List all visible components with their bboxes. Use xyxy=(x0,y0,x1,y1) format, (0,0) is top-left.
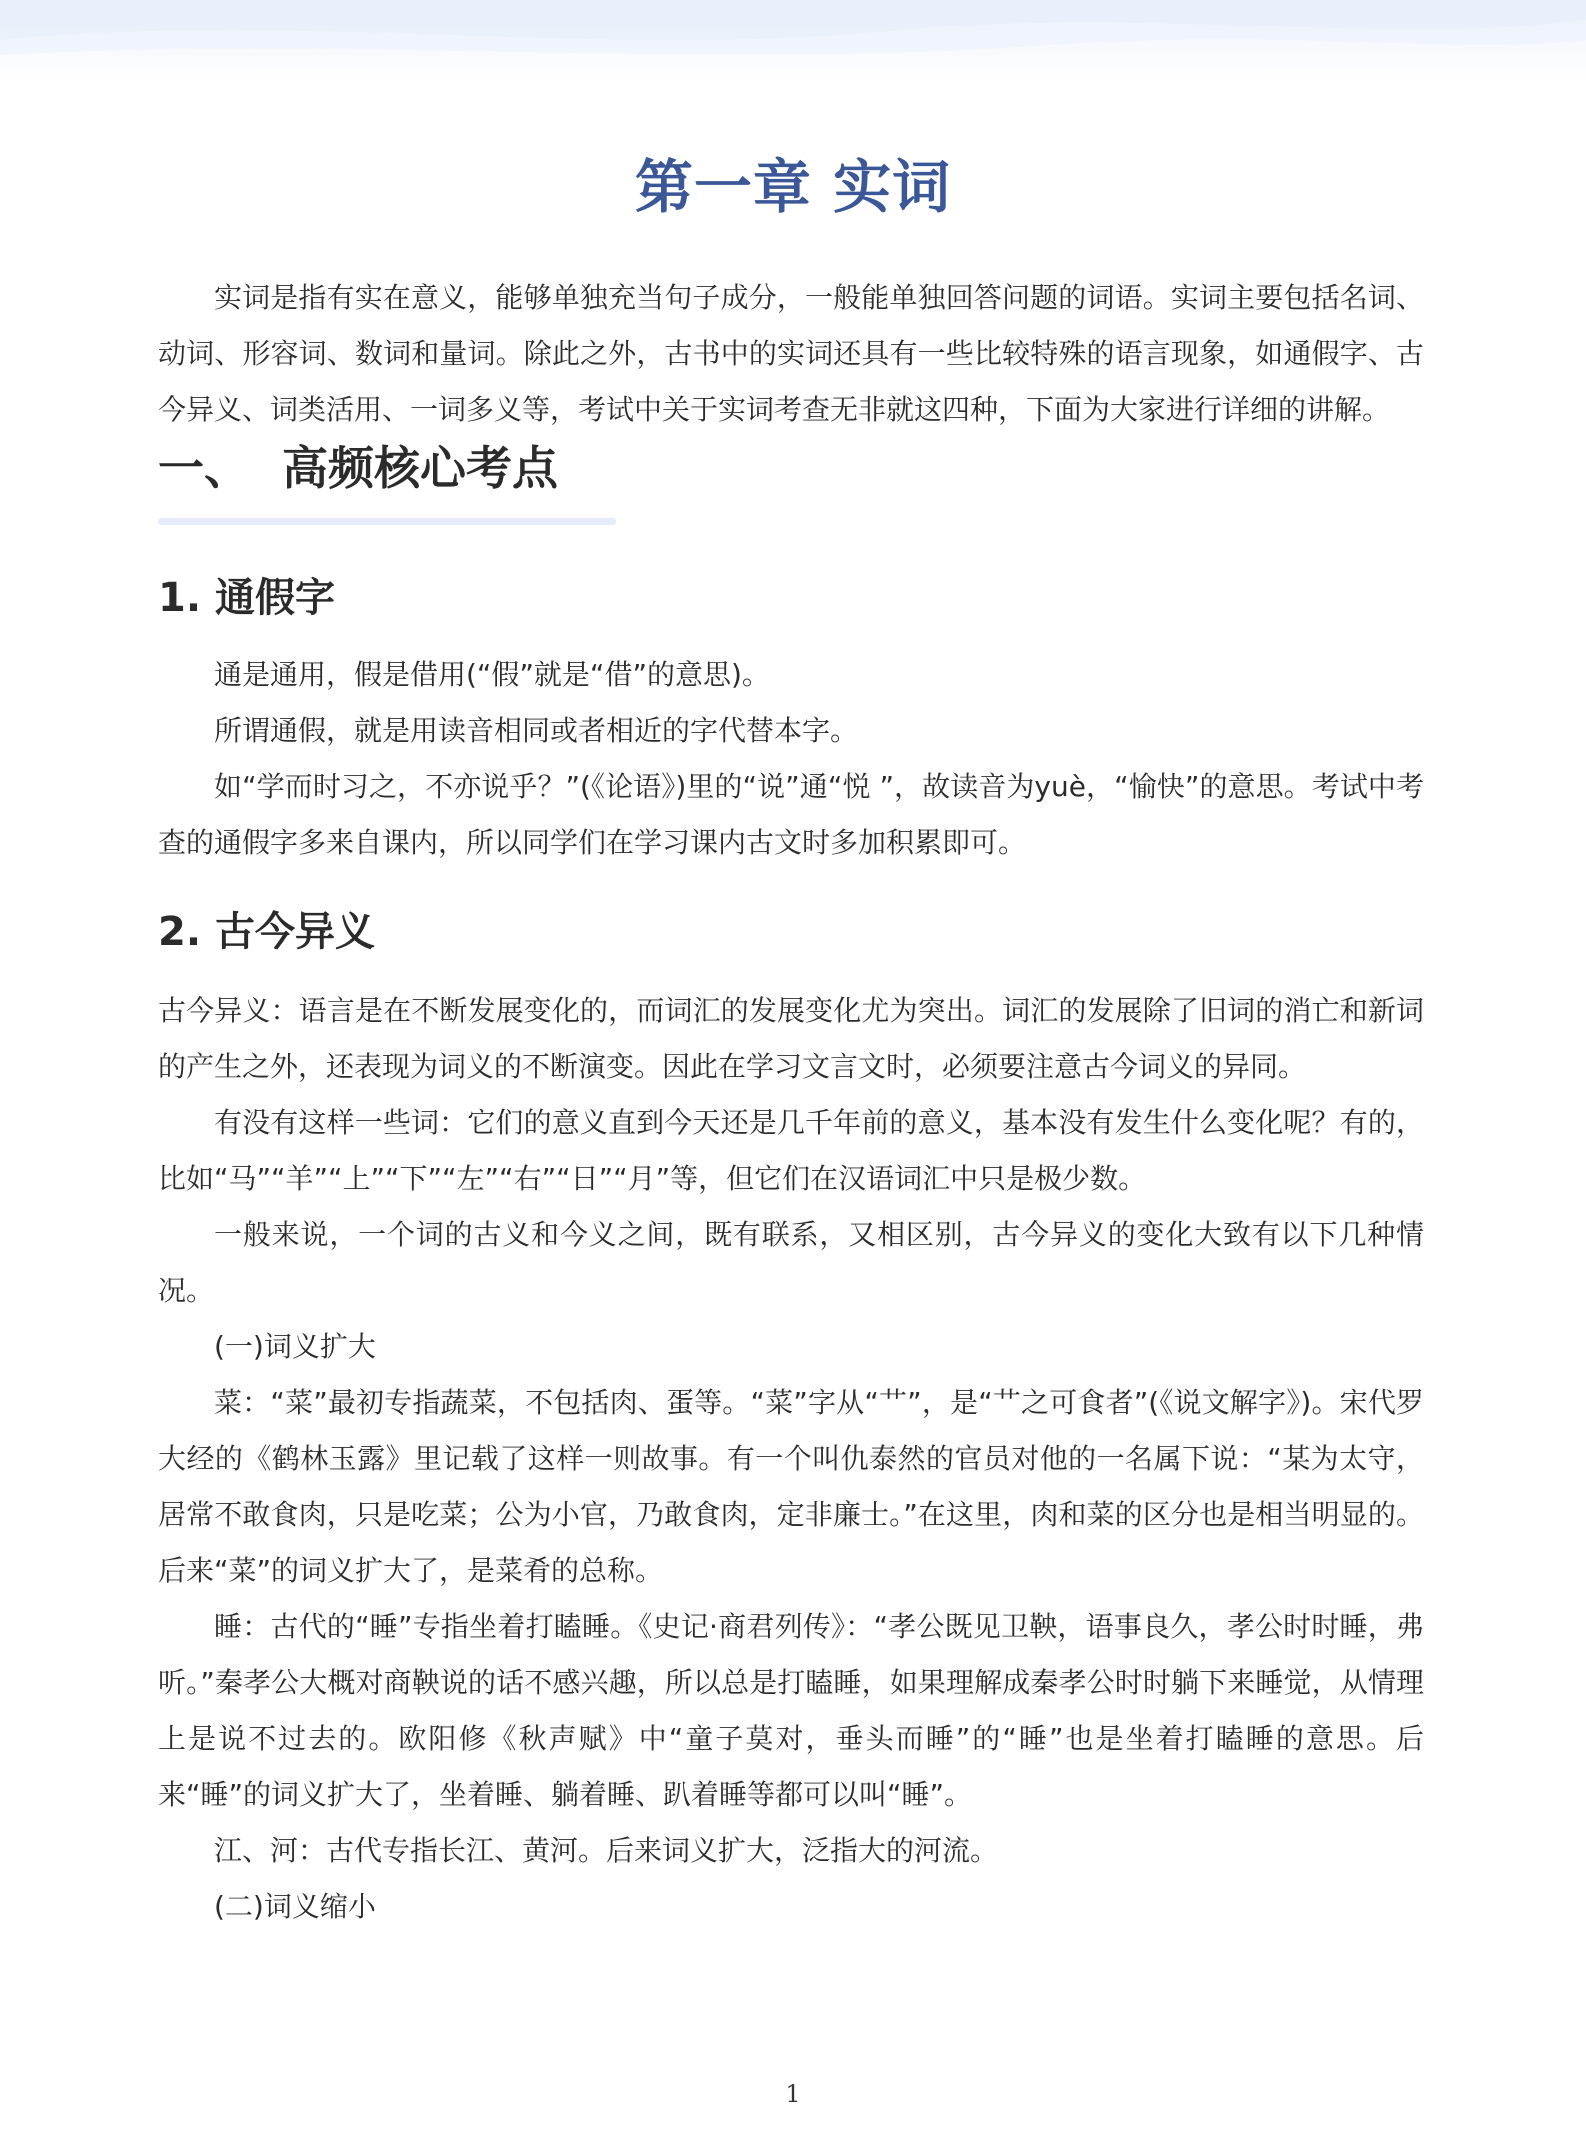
paragraph: 一般来说，一个词的古义和今义之间，既有联系，又相区别，古今异义的变化大致有以下几种情况。 xyxy=(158,1218,1424,1307)
subsection-heading-tongjiazi: 1. 通假字 xyxy=(158,575,335,621)
paragraph: 古今异义：语言是在不断发展变化的，而词汇的发展变化尤为突出。词汇的发展除了旧词的消亡和新词的产生之外，还表现为词义的不断演变。因此在学习文言文时，必须要注意古今词义的异同。 xyxy=(158,994,1424,1083)
section-underline xyxy=(158,518,616,525)
chapter-title: 第一章 实词 xyxy=(634,153,952,221)
paragraph: 有没有这样一些词：它们的意义直到今天还是几千年前的意义，基本没有发生什么变化呢？有的，比如“马”“羊”“上”“下”“左”“右”“日”“月”等，但它们在汉语词汇中只是极少数。 xyxy=(158,1106,1424,1195)
top-decorative-band xyxy=(0,0,1586,76)
list-heading-expansion: (一)词义扩大 xyxy=(214,1330,376,1363)
section-heading: 一、 高频核心考点 xyxy=(158,441,559,495)
page-number: 1 xyxy=(785,2080,801,2108)
document-body xyxy=(158,270,1424,1935)
list-heading-narrowing: (二)词义缩小 xyxy=(214,1890,376,1923)
paragraph: 通是通用，假是借用(“假”就是“借”的意思)。 xyxy=(214,658,770,691)
subsection-heading-gujinyiyi: 2. 古今异义 xyxy=(158,909,375,955)
intro-paragraph: 实词是指有实在意义，能够单独充当句子成分，一般能单独回答问题的词语。实词主要包括名词、动词、形容词、数词和量词。除此之外，古书中的实词还具有一些比较特殊的语言现象，如通假字、古今异义、词类活用、一词多义等，考试中关于实词考查无非就这四种，下面为大家进行详细的讲解。 xyxy=(158,281,1424,426)
paragraph: 菜：“菜”最初专指蔬菜，不包括肉、蛋等。“菜”字从“艹”，是“艹之可食者”(《说文解字》)。宋代罗大经的《鹤林玉露》里记载了这样一则故事。有一个叫仇泰然的官员对他的一名属下说：“某为太守，居常不敢食肉，只是吃菜；公为小官，乃敢食肉，定非廉士。”在这里，肉和菜的区分也是相当明显的。后来“菜”的词义扩大了，是菜肴的总称。 xyxy=(158,1386,1424,1587)
paragraph: 所谓通假，就是用读音相同或者相近的字代替本字。 xyxy=(214,714,859,747)
paragraph: 江、河：古代专指长江、黄河。后来词义扩大，泛指大的河流。 xyxy=(214,1834,999,1867)
wave-decoration xyxy=(0,0,1586,76)
paragraph: 如“学而时习之，不亦说乎？”(《论语》)里的“说”通“悦 ”，故读音为yuè，“愉快”的意思。考试中考查的通假字多来自课内，所以同学们在学习课内古文时多加积累即可。 xyxy=(158,770,1424,859)
paragraph: 睡：古代的“睡”专指坐着打瞌睡。《史记·商君列传》：“孝公既见卫鞅，语事良久，孝公时时睡，弗听。”秦孝公大概对商鞅说的话不感兴趣，所以总是打瞌睡，如果理解成秦孝公时时躺下来睡觉，从情理上是说不过去的。欧阳修《秋声赋》中“童子莫对，垂头而睡”的“睡”也是坐着打瞌睡的意思。后来“睡”的词义扩大了，坐着睡、躺着睡、趴着睡等都可以叫“睡”。 xyxy=(158,1610,1424,1811)
